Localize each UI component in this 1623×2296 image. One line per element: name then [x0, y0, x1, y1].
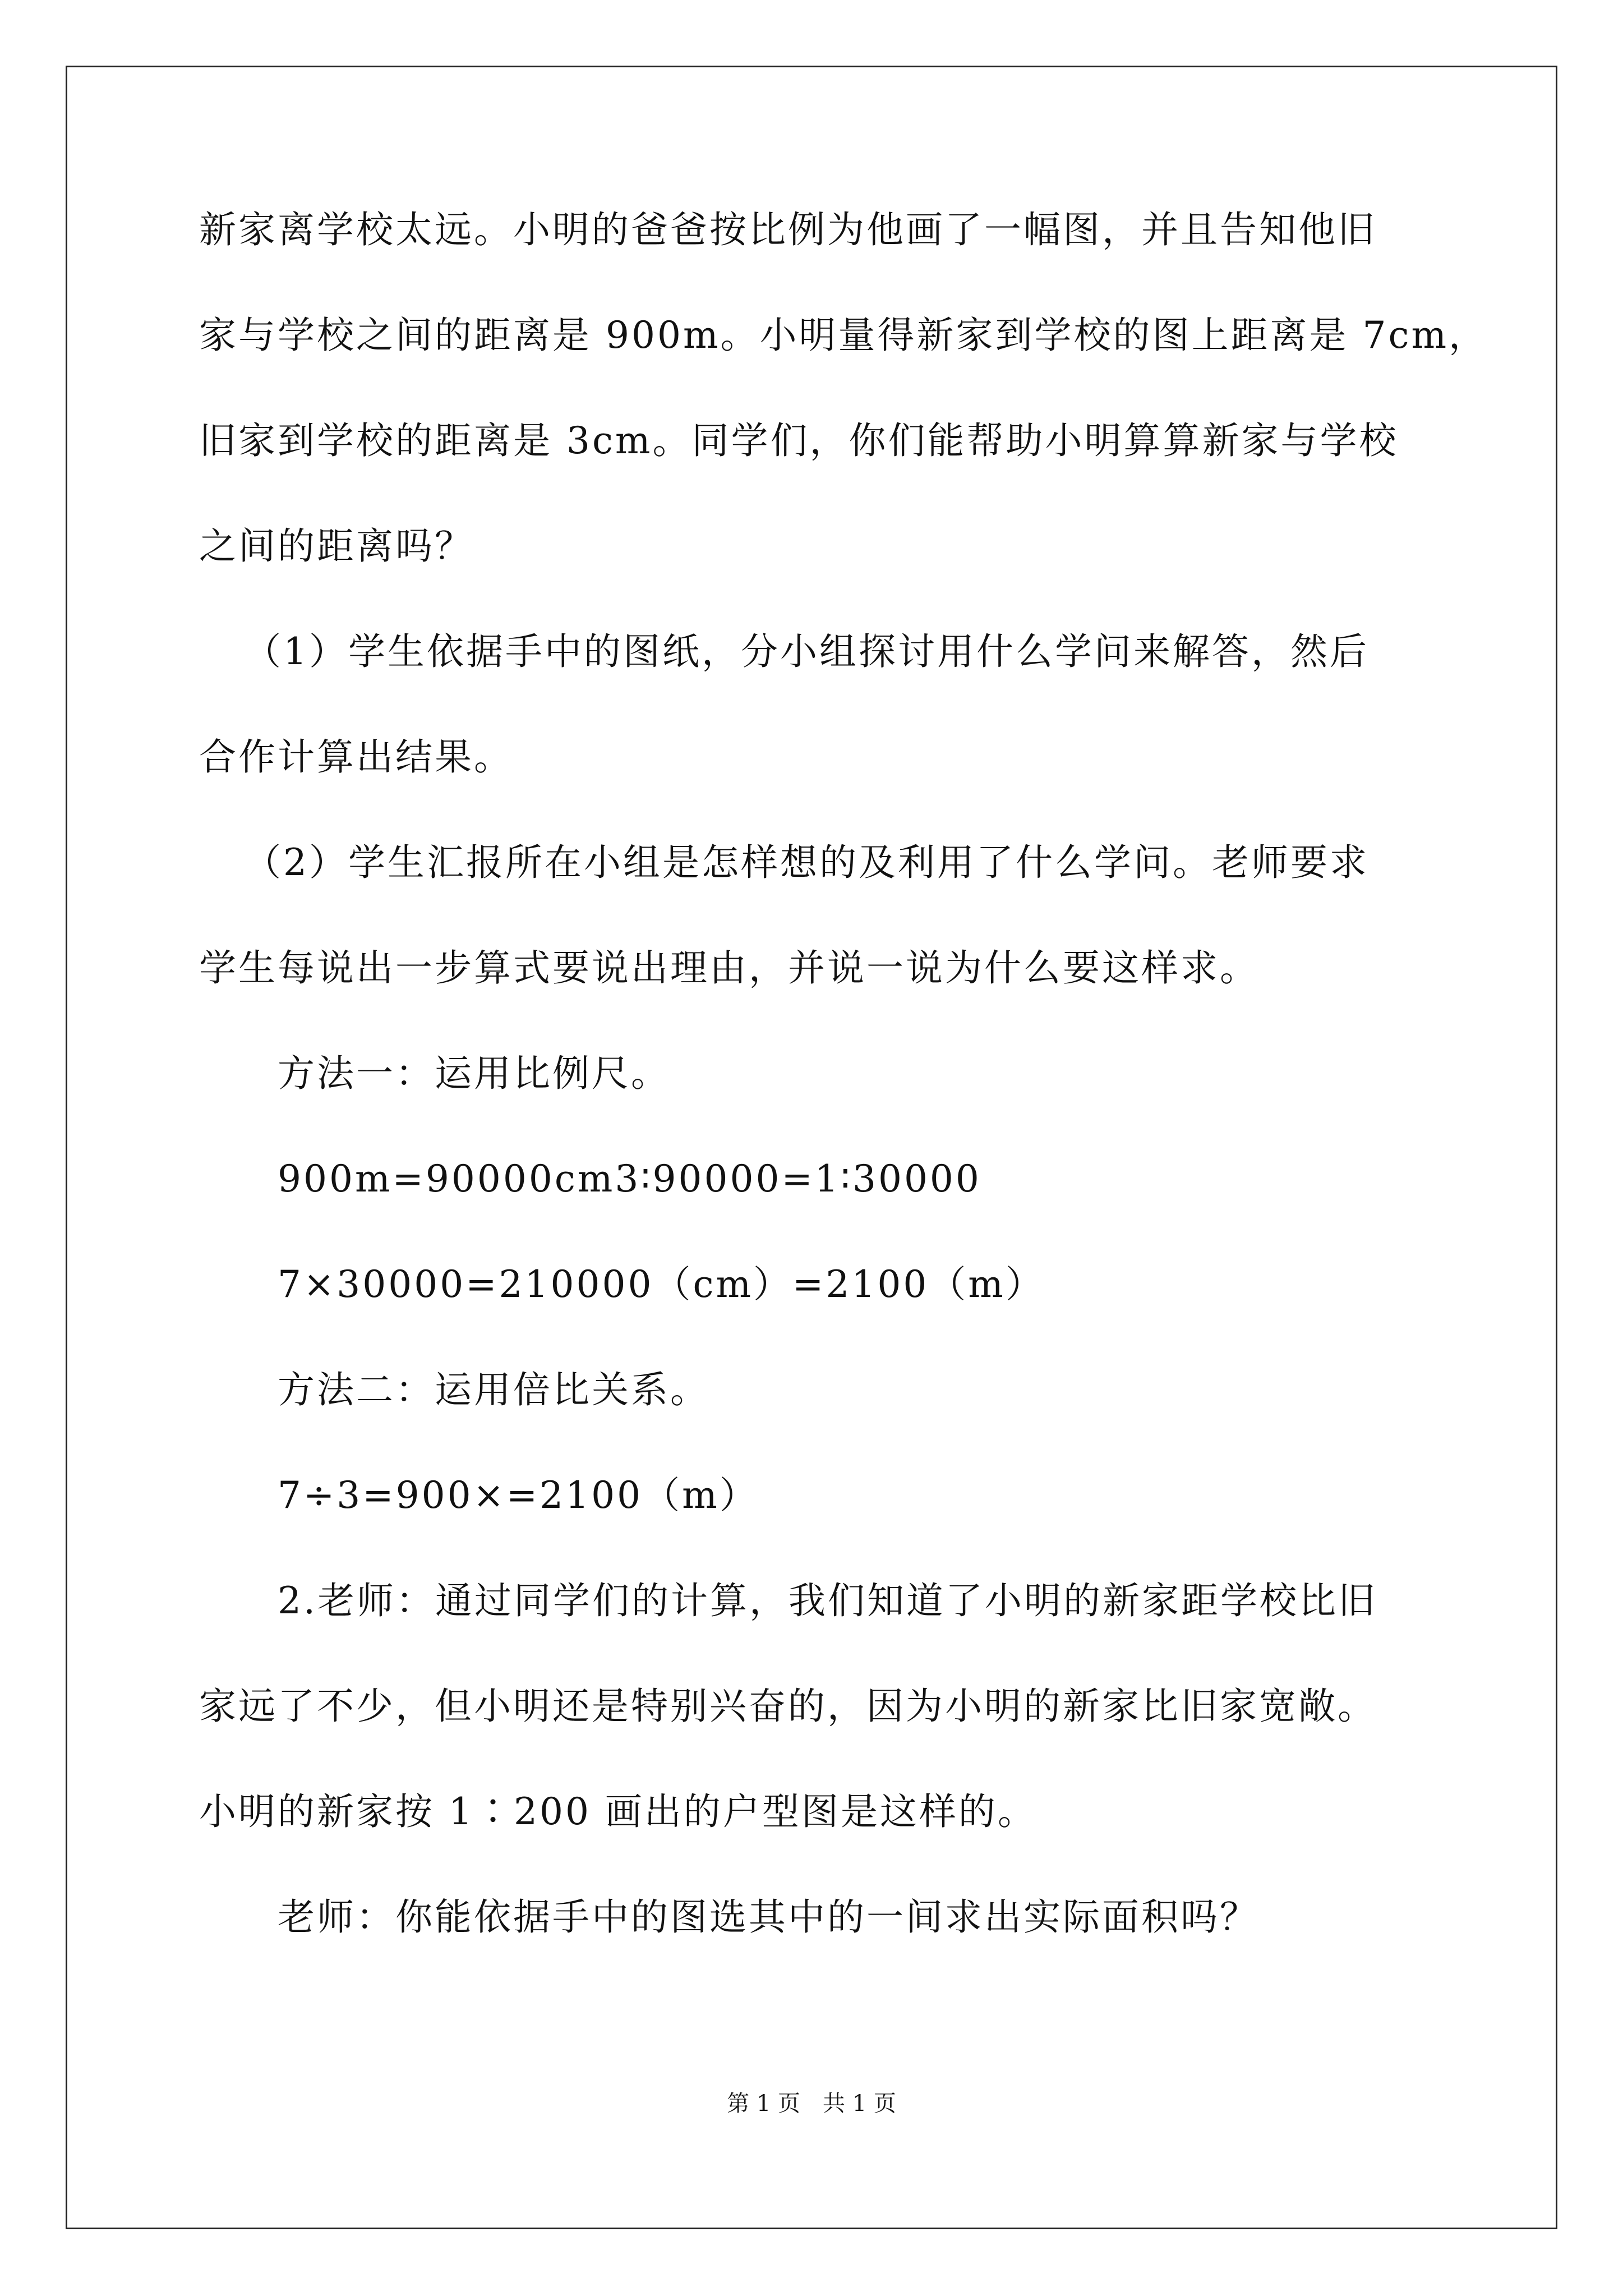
text-line: （2）学生汇报所在小组是怎样想的及利用了什么学问。老师要求 [244, 841, 1369, 884]
text-line: 小明的新家按 1∶200 画出的户型图是这样的。 [199, 1790, 1037, 1833]
text-line: 老师：你能依据手中的图选其中的一间求出实际面积吗？ [278, 1895, 1259, 1939]
text-line: 900m=90000cm3∶90000=1∶30000 [278, 1157, 981, 1200]
text-line: 方法一：运用比例尺。 [278, 1052, 670, 1095]
text-line: 新家离学校太远。小明的爸爸按比例为他画了一幅图，并且告知他旧 [199, 208, 1377, 251]
text-line: 方法二：运用倍比关系。 [278, 1368, 709, 1411]
text-line: 7÷3=900×=2100（m） [278, 1474, 759, 1517]
text-line: 之间的距离吗？ [199, 524, 474, 568]
text-line: 合作计算出结果。 [199, 735, 513, 779]
page-footer: 第 1 页 共 1 页 [727, 2091, 896, 2116]
text-line: （1）学生依据手中的图纸，分小组探讨用什么学问来解答，然后 [244, 630, 1369, 673]
text-line: 旧家到学校的距离是 3cm。同学们，你们能帮助小明算算新家与学校 [199, 419, 1399, 462]
text-line: 学生每说出一步算式要说出理由，并说一说为什么要这样求。 [199, 946, 1259, 990]
text-line: 2.老师：通过同学们的计算，我们知道了小明的新家距学校比旧 [278, 1579, 1377, 1622]
text-line: 家远了不少，但小明还是特别兴奋的，因为小明的新家比旧家宽敞。 [199, 1685, 1377, 1728]
text-line: 家与学校之间的距离是 900m。小明量得新家到学校的图上距离是 7cm， [199, 314, 1488, 357]
text-line: 7×30000=210000（cm）=2100（m） [278, 1263, 1045, 1306]
